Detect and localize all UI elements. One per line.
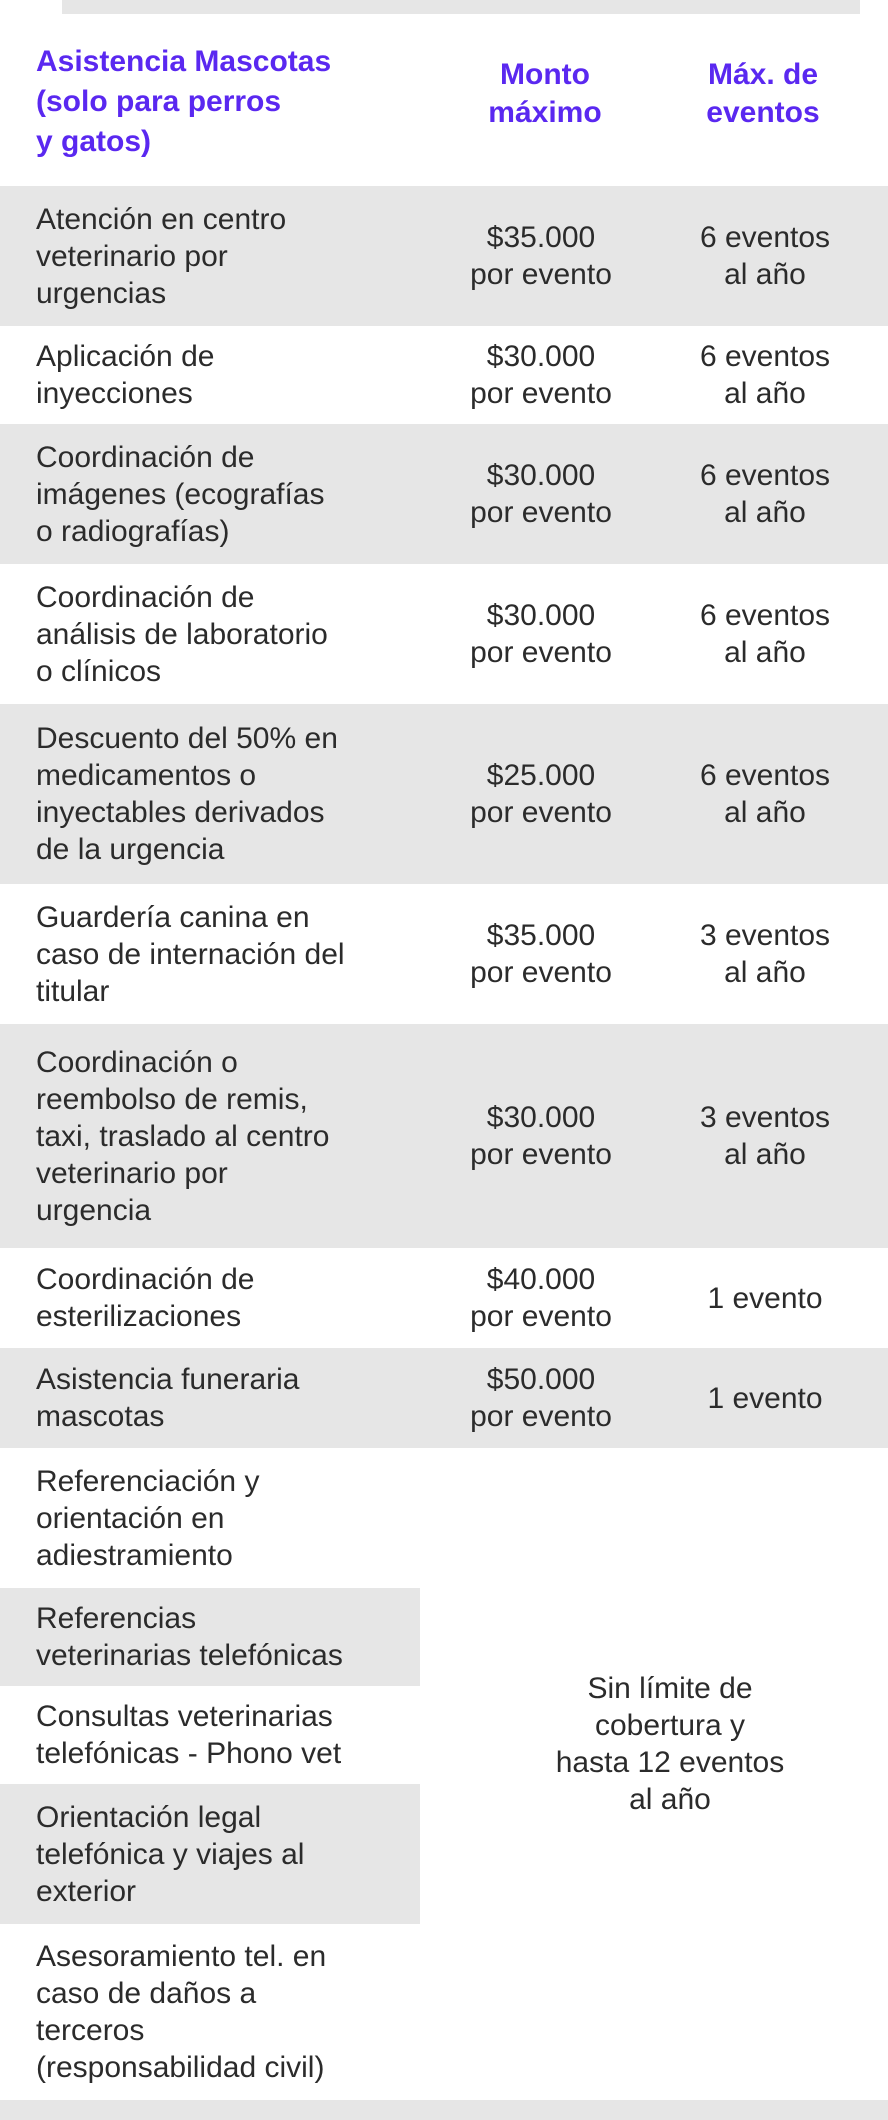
table-row: [0, 884, 888, 1024]
row-max-eventos: 6 eventos al año: [699, 459, 831, 529]
row-service-name: Guardería canina en caso de internación del titular: [36, 900, 345, 1008]
merged-coverage-note: Sin límite de cobertura y hasta 12 eventos al año: [555, 1672, 785, 1816]
table-row: [0, 424, 888, 564]
row-service-name: Descuento del 50% en medicamentos o inyectables derivados de la urgencia: [36, 722, 338, 866]
row-monto: $40.000 por evento: [470, 1263, 612, 1333]
table-row: [0, 1588, 420, 1686]
table-row: [0, 1784, 420, 1924]
row-service-name: Asesoramiento tel. en caso de daños a terceros (responsabilidad civil): [36, 1940, 327, 2084]
row-max-eventos: 1 evento: [707, 1281, 823, 1315]
row-service-name: Coordinación de imágenes (ecografías o radiografías): [36, 440, 325, 548]
row-max-eventos: 1 evento: [707, 1381, 823, 1415]
top-divider: [62, 0, 860, 14]
row-monto: $35.000 por evento: [470, 919, 612, 989]
row-service-name: Consultas veterinarias telefónicas - Phono vet: [36, 1700, 342, 1770]
row-service-name: Atención en centro veterinario por urgencias: [36, 202, 287, 310]
row-service-name: Referenciación y orientación en adiestramiento: [36, 1464, 260, 1572]
table-row: [0, 704, 888, 884]
row-max-eventos: 6 eventos al año: [699, 599, 831, 669]
row-service-name: Orientación legal telefónica y viajes al exterior: [36, 1800, 305, 1908]
row-max-eventos: 3 eventos al año: [699, 919, 831, 989]
table-row: [0, 1448, 420, 1588]
row-service-name: Coordinación de análisis de laboratorio o clínicos: [36, 580, 328, 688]
row-service-name: Coordinación o reembolso de remis, taxi, traslado al centro veterinario por urgencia: [36, 1045, 330, 1227]
row-max-eventos: 6 eventos al año: [699, 759, 831, 829]
row-monto: $35.000 por evento: [470, 221, 612, 291]
table-row: [0, 1686, 420, 1784]
row-monto: $30.000 por evento: [470, 1101, 612, 1171]
table-row: [0, 1348, 888, 1448]
bottom-divider: [0, 2100, 888, 2120]
table-row: [0, 326, 888, 424]
row-max-eventos: 3 eventos al año: [699, 1101, 831, 1171]
row-max-eventos: 6 eventos al año: [699, 340, 831, 410]
table-row: [0, 186, 888, 326]
table-title: Asistencia Mascotas (solo para perros y gatos): [36, 45, 332, 158]
table-row: [0, 1924, 420, 2100]
row-monto: $30.000 por evento: [470, 599, 612, 669]
row-service-name: Coordinación de esterilizaciones: [36, 1263, 255, 1333]
row-service-name: Asistencia funeraria mascotas: [36, 1363, 300, 1433]
row-service-name: Referencias veterinarias telefónicas: [36, 1602, 343, 1672]
row-monto: $25.000 por evento: [470, 759, 612, 829]
row-service-name: Aplicación de inyecciones: [36, 340, 215, 410]
table-row: [0, 1024, 888, 1248]
row-monto: $50.000 por evento: [470, 1363, 612, 1433]
column-header-max-eventos: Máx. de eventos: [706, 58, 820, 129]
table-row: [0, 564, 888, 704]
row-monto: $30.000 por evento: [470, 459, 612, 529]
row-max-eventos: 6 eventos al año: [699, 221, 831, 291]
table-row: [0, 1248, 888, 1348]
column-header-monto: Monto máximo: [488, 58, 602, 129]
row-monto: $30.000 por evento: [470, 340, 612, 410]
